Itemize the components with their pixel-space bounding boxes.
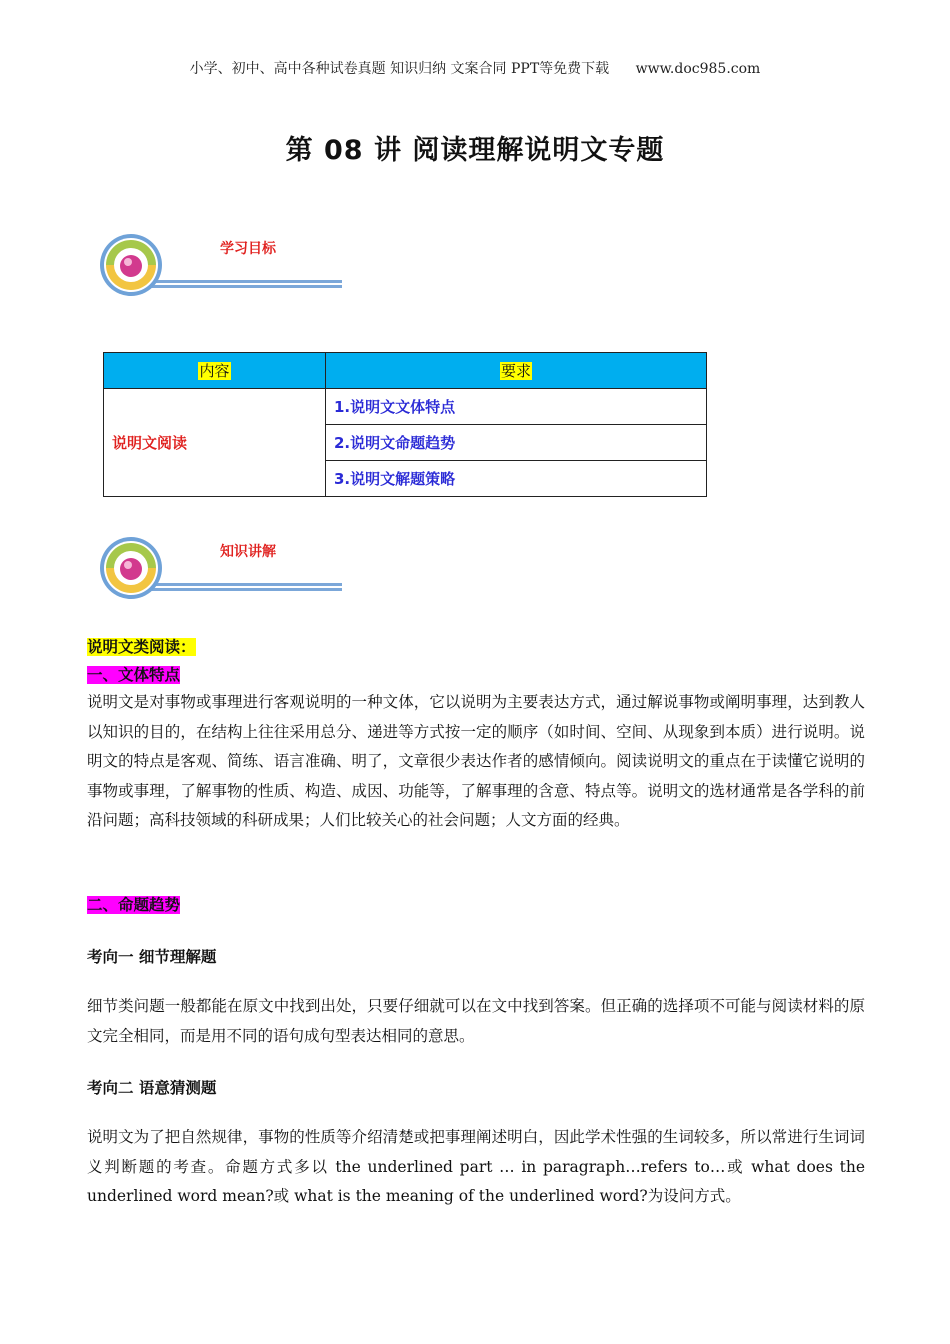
part1-paragraph: 说明文是对事物或事理进行客观说明的一种文体，它以说明为主要表达方式，通过解说事物或阐明事理，达到教人以知识的目的，在结构上往往采用总分、递进等方式按一定的顺序（如时间、空间、从现象到本质）进行说明。说明文的特点是客观、简练、语言准确、明了，文章很少表达作者的感情倾向。阅读说明文的重点在于读懂它说明的事物或事理，了解事物的性质、构造、成因、功能等，了解事理的含意、特点等。说明文的选材通常是各学科的前沿问题；高科技领域的科研成果；人们比较关心的社会问题；人文方面的经典。 — [87, 693, 865, 829]
q1-paragraph: 细节类问题一般都能在原文中找到出处，只要仔细就可以在文中找到答案。但正确的选择项不可能与阅读材料的原文完全相同，而是用不同的语句成句型表达相同的意思。 — [87, 997, 865, 1045]
table-cell-requirement: 3.说明文解题策略 — [326, 461, 707, 497]
q2-title: 考向二 语意猜测题 — [87, 1079, 217, 1097]
category-title: 说明文类阅读： — [87, 638, 196, 656]
q1-title: 考向一 细节理解题 — [87, 948, 217, 966]
knowledge-section-header — [98, 535, 348, 601]
part1-title: 一、文体特点 — [87, 666, 181, 684]
part2-title: 二、命题趋势 — [87, 896, 181, 914]
knowledge-label: 知识讲解 — [220, 544, 276, 560]
table-header-requirement: 要求 — [326, 353, 707, 389]
goals-label: 学习目标 — [220, 241, 276, 257]
header-text: 小学、初中、高中各种试卷真题 知识归纳 文案合同 PPT等免费下载 — [189, 61, 610, 77]
page-header — [0, 58, 950, 78]
table-header-row — [104, 353, 707, 389]
goals-table — [103, 352, 707, 497]
table-header-content: 内容 — [104, 353, 326, 389]
q2-paragraph: 说明文为了把自然规律，事物的性质等介绍清楚或把事理阐述明白，因此学术性强的生词较多，所以常进行生词词义判断题的考查。命题方式多以 the underlined part … in paragraph…refers to…或 what does the underlined word mean?或 what is the meaning of the underlined word?为设问方式。 — [87, 1128, 865, 1205]
header-url[interactable]: www.doc985.com — [635, 61, 761, 77]
table-cell-requirement: 1.说明文文体特点 — [326, 389, 707, 425]
table-cell-requirement: 2.说明文命题趋势 — [326, 425, 707, 461]
page-title: 第 08 讲 阅读理解说明文专题 — [285, 135, 665, 166]
table-cell-content: 说明文阅读 — [104, 389, 326, 497]
goals-section-header — [98, 232, 348, 298]
table-row — [104, 389, 707, 425]
